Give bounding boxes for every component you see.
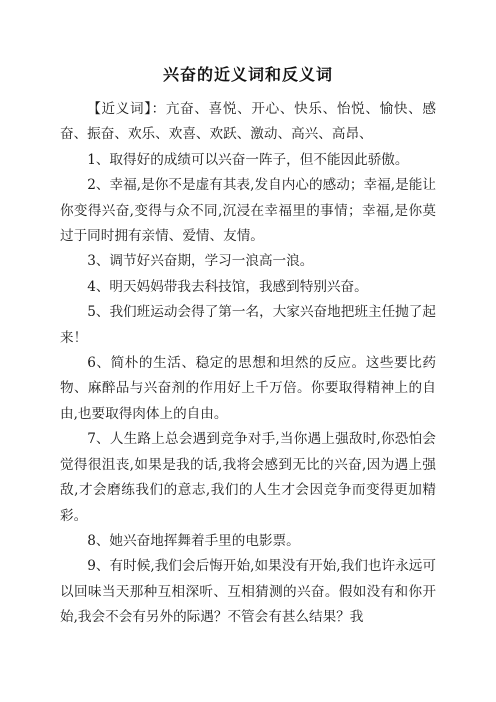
paragraph-example-2: 2、幸福,是你不是虚有其表,发自内心的感动；幸福,是能让你变得兴奋,变得与众不同,沉浸在幸福里的事情；幸福,是你莫过于同时拥有亲情、爱情、友情。 [60,177,436,245]
paragraph-example-7: 7、人生路上总会遇到竞争对手,当你遇上强敌时,你恐怕会觉得很沮丧,如果是我的话,我将会感到无比的兴奋,因为遇上强敌,才会磨练我们的意志,我们的人生才会因竞争而变得更加精彩。 [60,431,436,524]
document-body [60,97,436,631]
paragraph-example-6: 6、简朴的生活、稳定的思想和坦然的反应。这些要比药物、麻醉品与兴奋剂的作用好上千万倍。你要取得精神上的自由,也要取得肉体上的自由。 [60,355,436,422]
paragraph-example-4: 4、明天妈妈带我去科技馆，我感到特别兴奋。 [87,278,368,295]
paragraph-example-5: 5、我们班运动会得了第一名，大家兴奋地把班主任抛了起来！ [60,304,436,346]
paragraph-synonyms: 【近义词】：亢奋、喜悦、开心、快乐、怡悦、愉快、感奋、振奋、欢乐、欢喜、欢跃、激动、高兴、高昂、 [60,101,436,143]
paragraph-example-1: 1、取得好的成绩可以兴奋一阵子，但不能因此骄傲。 [87,151,409,168]
paragraph-example-8: 8、她兴奋地挥舞着手里的电影票。 [87,532,300,549]
paragraph-example-9: 9、有时候,我们会后悔开始,如果没有开始,我们也许永远可以回味当天那种互相深听、互相猜测的兴奋。假如没有和你开始,我会不会有另外的际遇？不管会有甚么结果？我 [60,558,436,626]
document-title: 兴奋的近义词和反义词 [162,65,333,84]
paragraph-example-3: 3、调节好兴奋期，学习一浪高一浪。 [87,253,314,270]
